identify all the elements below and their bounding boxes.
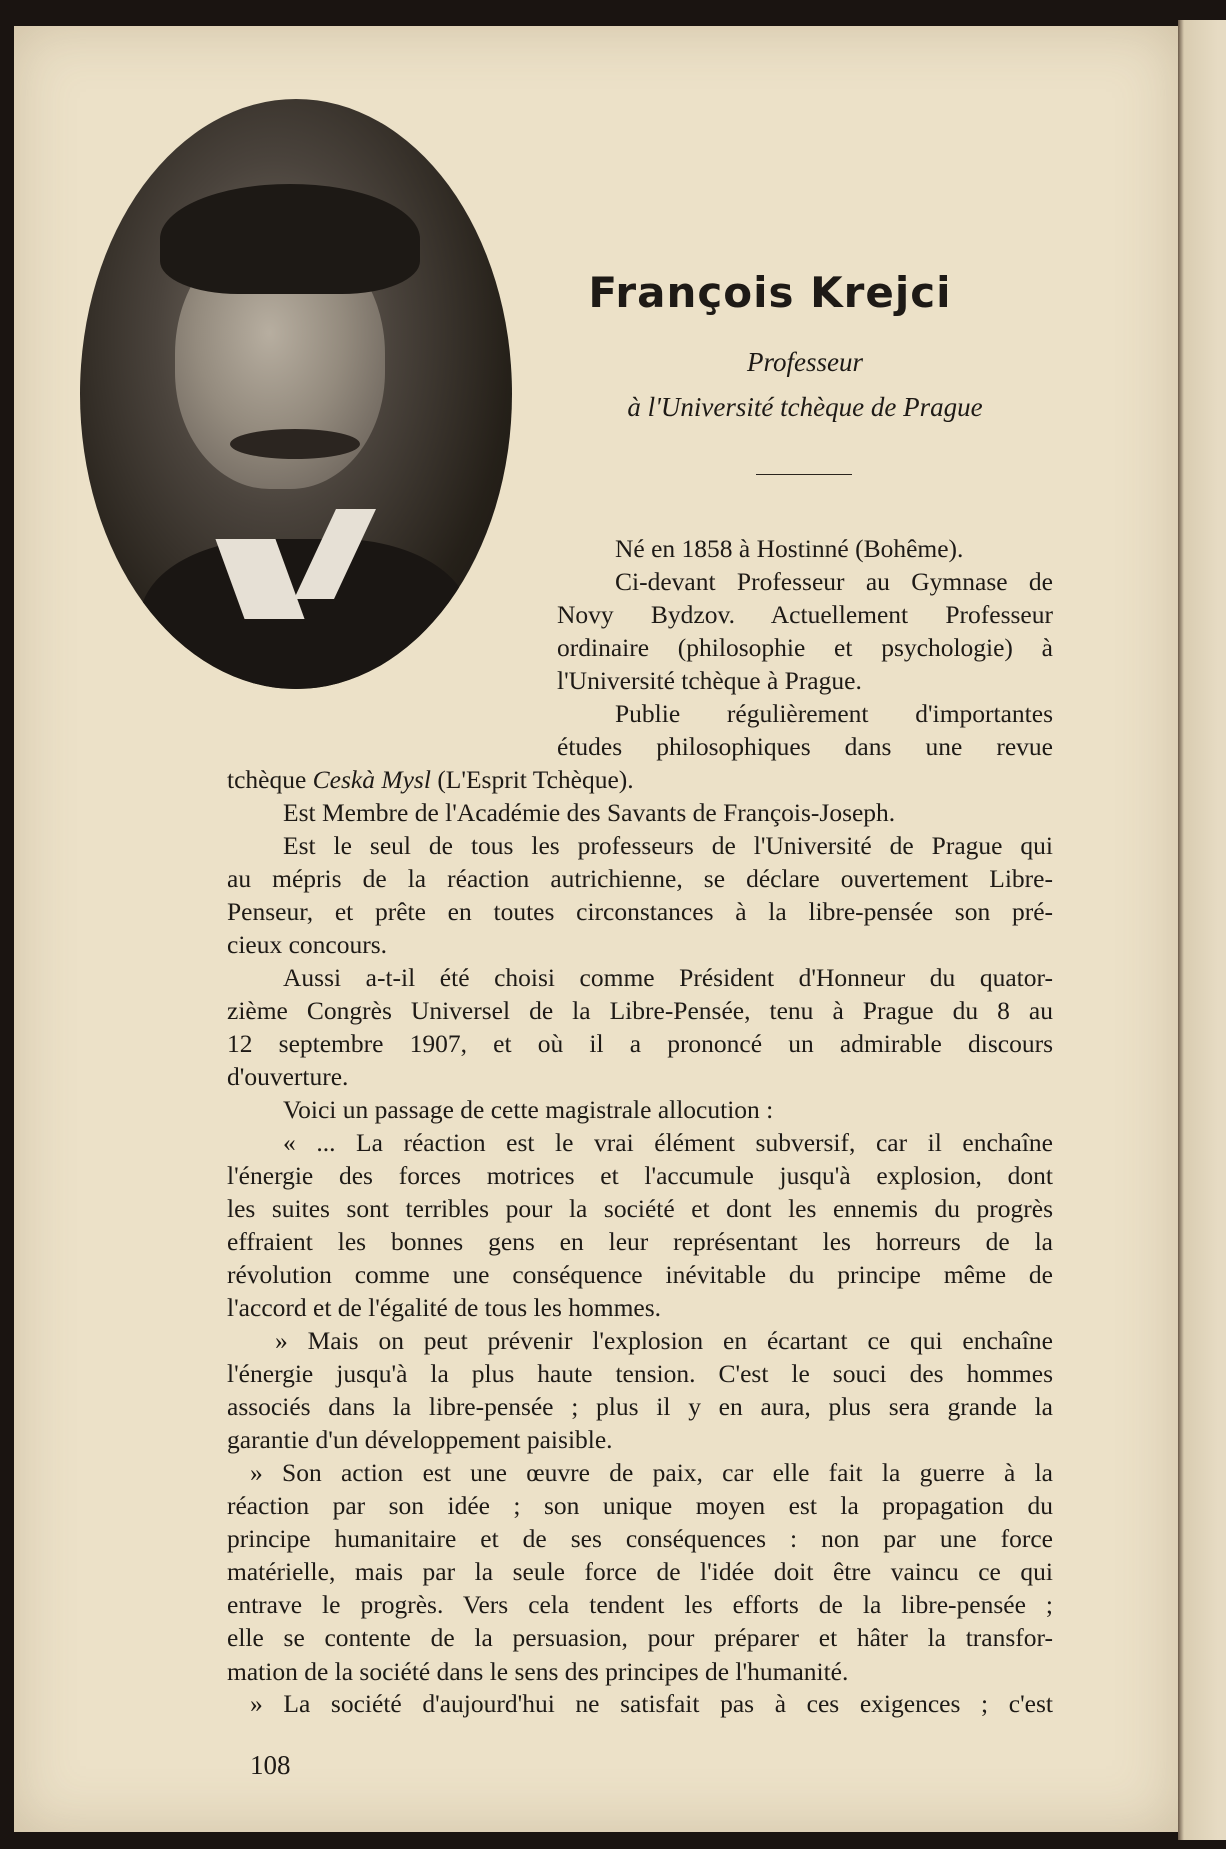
portrait-hair [160,184,420,294]
review-title: Ceskà Mysl [312,765,431,794]
text-line: entrave le progrès. Vers cela tendent les efforts de la libre-pensée ; [227,1590,1053,1620]
person-name: François Krejci [588,268,952,317]
text-line: » Mais on peut prévenir l'explosion en écartant ce qui enchaîne [275,1326,1053,1355]
text-line: révolution comme une conséquence inévitable du principe même de [227,1260,1053,1290]
bio-paragraph-3 [557,697,1053,763]
bio-paragraph-2 [557,565,1053,697]
quote-paragraph-3 [227,1456,1053,1688]
text-line: Novy Bydzov. Actuellement Professeur [557,600,1053,630]
text-line: principe humanitaire et de ses conséquences : non par une force [227,1524,1053,1554]
text-line: ordinaire (philosophie et psychologie) à [557,633,1053,663]
body-paragraph-2 [227,829,1053,961]
next-page-edge [1178,20,1226,1840]
text-line: elle se contente de la persuasion, pour préparer et hâter la transfor- [227,1623,1053,1653]
quote-paragraph-1 [227,1126,1053,1325]
body-paragraph-1 [227,796,1053,829]
text-line: Aussi a-t-il été choisi comme Président d'Honneur du quator- [283,963,1053,992]
text-line: études philosophiques dans une revue [557,732,1053,762]
body-paragraph-4 [227,1093,1053,1126]
text-line: effraient les bonnes gens en leur représentant les horreurs de la [227,1227,1053,1257]
text-line [227,763,1053,796]
separator-rule [756,474,852,475]
title-line-1: Professeur [747,347,863,377]
review-suffix: (L'Esprit Tchèque). [430,765,634,794]
text-line: Ci-devant Professeur au Gymnase de [615,567,1053,596]
text-line: les suites sont terribles pour la société et dont les ennemis du progrès [227,1194,1053,1224]
text-line: d'ouverture. [227,1062,349,1092]
text-line: Voici un passage de cette magistrale allocution : [283,1095,774,1124]
text-line: l'énergie jusqu'à la plus haute tension. C'est le souci des hommes [227,1359,1053,1389]
text-line: garantie d'un développement paisible. [227,1425,613,1455]
text-line: Né en 1858 à Hostinné (Bohême). [615,534,964,563]
text-line: réaction par son idée ; son unique moyen est la propagation du [227,1491,1053,1521]
text-line: Est Membre de l'Académie des Savants de François-Joseph. [283,798,896,827]
text-line: zième Congrès Universel de la Libre-Pensée, tenu à Prague du 8 au [227,996,1053,1026]
text-line: » La société d'aujourd'hui ne satisfait pas à ces exigences ; c'est [250,1689,1053,1718]
text-line: Est le seul de tous les professeurs de l'Université de Prague qui [283,831,1053,860]
body-paragraph-3 [227,961,1053,1093]
portrait-photo [80,99,512,689]
review-prefix: tchèque [227,765,313,794]
portrait-coat [140,539,470,689]
text-line: Publie régulièrement d'importantes [615,699,1053,728]
bio-paragraph-1 [557,532,1020,565]
text-line: l'Université tchèque à Prague. [557,666,862,696]
quote-paragraph-4 [227,1687,1053,1720]
text-line: 12 septembre 1907, et où il a prononcé un admirable discours [227,1029,1053,1059]
review-line [227,763,1053,796]
portrait-moustache [230,429,360,459]
text-line: cieux concours. [227,930,388,960]
page-number: 108 [250,1750,291,1780]
text-line: l'énergie des forces motrices et l'accumule jusqu'à explosion, dont [227,1161,1053,1191]
text-line: mation de la société dans le sens des principes de l'humanité. [227,1656,849,1686]
text-line: matérielle, mais par la seule force de l'idée doit être vaincu ce qui [227,1557,1053,1587]
title-line-2: à l'Université tchèque de Prague [627,392,983,422]
text-line: » Son action est une œuvre de paix, car elle fait la guerre à la [250,1458,1053,1487]
text-line: au mépris de la réaction autrichienne, se déclare ouvertement Libre- [227,864,1053,894]
text-line: l'accord et de l'égalité de tous les hommes. [227,1293,662,1323]
text-line: « ... La réaction est le vrai élément subversif, car il enchaîne [283,1128,1053,1157]
quote-paragraph-2 [227,1324,1053,1456]
text-line: Penseur, et prête en toutes circonstances à la libre-pensée son pré- [227,897,1053,927]
text-line: associés dans la libre-pensée ; plus il y en aura, plus sera grande la [227,1392,1053,1422]
